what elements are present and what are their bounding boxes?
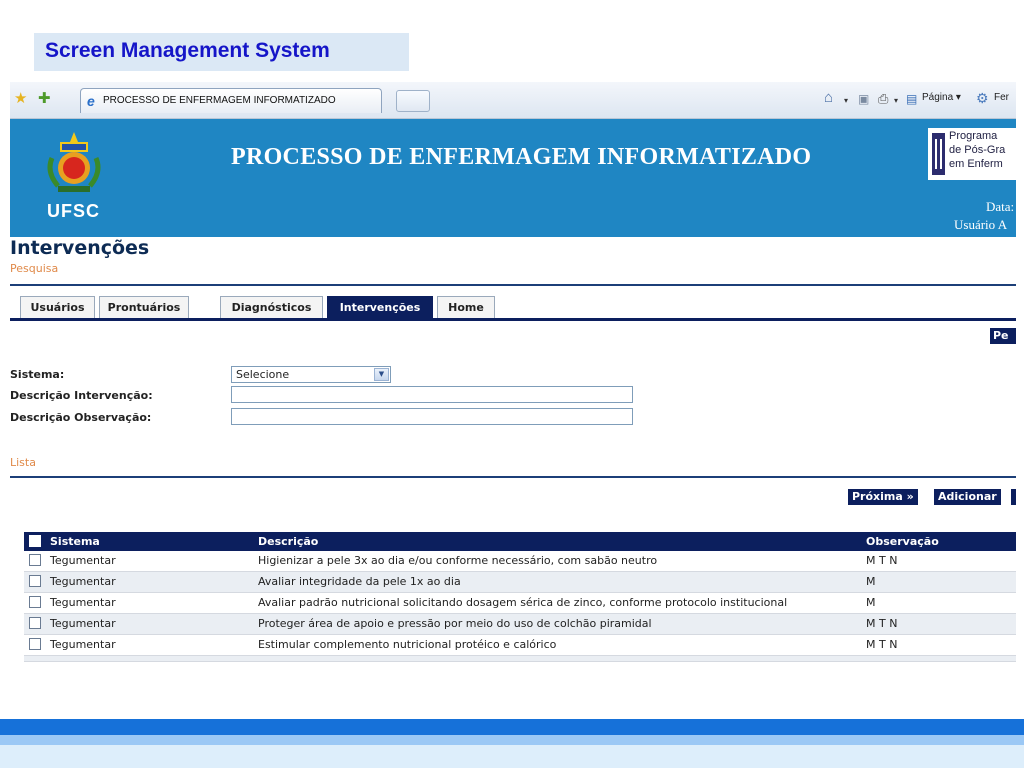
table-header xyxy=(24,532,1016,551)
print-icon[interactable]: ⎙ xyxy=(878,91,889,106)
descricao-observacao-input[interactable] xyxy=(231,408,633,425)
tab-usuarios[interactable]: Usuários xyxy=(20,296,95,318)
ufsc-crest-icon xyxy=(44,132,104,196)
cell-sistema: Tegumentar xyxy=(50,596,116,609)
row-checkbox[interactable] xyxy=(29,554,41,566)
select-all-checkbox[interactable] xyxy=(29,535,41,547)
descricao-intervencao-input[interactable] xyxy=(231,386,633,403)
favorites-star-icon[interactable]: ★ xyxy=(14,90,28,107)
program-line-3: em Enferm xyxy=(949,158,1003,170)
cell-observacao: M T N xyxy=(866,554,898,567)
program-mark-icon xyxy=(932,133,945,175)
tab-prontuarios[interactable]: Prontuários xyxy=(99,296,189,318)
cell-descricao: Estimular complemento nutricional protéico e calórico xyxy=(258,638,557,651)
footer-band xyxy=(0,745,1024,768)
new-tab-button[interactable] xyxy=(396,90,430,112)
slide-title: Screen Management System xyxy=(45,39,330,62)
page-subtitle: Pesquisa xyxy=(10,262,59,275)
tab-intervencoes[interactable]: Intervenções xyxy=(327,296,433,318)
next-page-button[interactable]: Próxima » xyxy=(848,489,918,505)
program-line-2: de Pós-Gra xyxy=(949,144,1006,156)
sistema-select[interactable] xyxy=(231,366,391,383)
cell-observacao: M xyxy=(866,575,876,588)
table-row xyxy=(24,593,1016,614)
column-header-sistema[interactable]: Sistema xyxy=(50,535,100,548)
table-row-partial xyxy=(24,656,1016,662)
tab-home[interactable]: Home xyxy=(437,296,495,318)
row-checkbox[interactable] xyxy=(29,638,41,650)
table-row xyxy=(24,614,1016,635)
program-line-1: Programa xyxy=(949,130,998,142)
print-dropdown-icon[interactable]: ▾ xyxy=(894,96,899,105)
site-header-banner xyxy=(10,119,1016,237)
sistema-label: Sistema: xyxy=(10,368,65,381)
cell-observacao: M T N xyxy=(866,617,898,630)
divider xyxy=(10,476,1016,478)
page-icon: ▤ xyxy=(906,92,918,106)
ie-logo-icon: e xyxy=(87,93,95,109)
browser-toolbar xyxy=(10,82,1016,119)
browser-tab[interactable] xyxy=(80,88,382,113)
tools-gear-icon[interactable]: ⚙ xyxy=(976,90,989,106)
cell-descricao: Proteger área de apoio e pressão por meio do uso de colchão piramidal xyxy=(258,617,652,630)
cell-sistema: Tegumentar xyxy=(50,617,116,630)
table-row xyxy=(24,572,1016,593)
cell-observacao: M xyxy=(866,596,876,609)
page-title: Intervenções xyxy=(10,237,150,259)
toolbar-edge xyxy=(1011,489,1016,505)
browser-screenshot xyxy=(10,82,1016,690)
cell-descricao: Avaliar padrão nutricional solicitando dosagem sérica de zinco, conforme protocolo institucional xyxy=(258,596,788,609)
footer-band xyxy=(0,735,1024,745)
tabs-underline xyxy=(10,318,1016,321)
slide-title-box xyxy=(34,33,409,71)
search-button[interactable]: Pe xyxy=(990,328,1016,344)
descricao-intervencao-label: Descrição Intervenção: xyxy=(10,389,153,402)
sistema-select-value: Selecione xyxy=(236,368,290,381)
home-dropdown-icon[interactable]: ▾ xyxy=(844,96,849,105)
footer-band xyxy=(0,719,1024,735)
cell-descricao: Avaliar integridade da pele 1x ao dia xyxy=(258,575,461,588)
cell-observacao: M T N xyxy=(866,638,898,651)
cell-sistema: Tegumentar xyxy=(50,554,116,567)
divider xyxy=(10,284,1016,286)
cell-sistema: Tegumentar xyxy=(50,575,116,588)
user-label: Usuário A xyxy=(954,217,1008,232)
chevron-down-icon[interactable]: ▼ xyxy=(374,368,389,381)
home-icon[interactable]: ⌂ xyxy=(824,89,834,106)
tab-diagnosticos[interactable]: Diagnósticos xyxy=(220,296,323,318)
feeds-icon[interactable]: ▣ xyxy=(858,92,870,106)
list-section-label: Lista xyxy=(10,456,36,469)
program-logo xyxy=(928,128,1016,180)
add-favorites-icon[interactable]: ✚ xyxy=(38,90,51,107)
add-button[interactable]: Adicionar xyxy=(934,489,1001,505)
system-title: PROCESSO DE ENFERMAGEM INFORMATIZADO xyxy=(231,144,812,170)
table-row xyxy=(24,635,1016,656)
browser-tab-title: PROCESSO DE ENFERMAGEM INFORMATIZADO xyxy=(103,95,336,106)
tools-menu[interactable]: Fer xyxy=(994,92,1009,103)
column-header-descricao[interactable]: Descrição xyxy=(258,535,319,548)
row-checkbox[interactable] xyxy=(29,596,41,608)
table-row xyxy=(24,551,1016,572)
row-checkbox[interactable] xyxy=(29,575,41,587)
descricao-observacao-label: Descrição Observação: xyxy=(10,411,152,424)
ufsc-logo-text: UFSC xyxy=(47,201,100,221)
page-menu[interactable]: Página ▾ xyxy=(922,92,961,103)
cell-sistema: Tegumentar xyxy=(50,638,116,651)
row-checkbox[interactable] xyxy=(29,617,41,629)
date-label: Data: xyxy=(986,199,1015,214)
column-header-observacao[interactable]: Observação xyxy=(866,535,939,548)
cell-descricao: Higienizar a pele 3x ao dia e/ou conforme necessário, com sabão neutro xyxy=(258,554,658,567)
